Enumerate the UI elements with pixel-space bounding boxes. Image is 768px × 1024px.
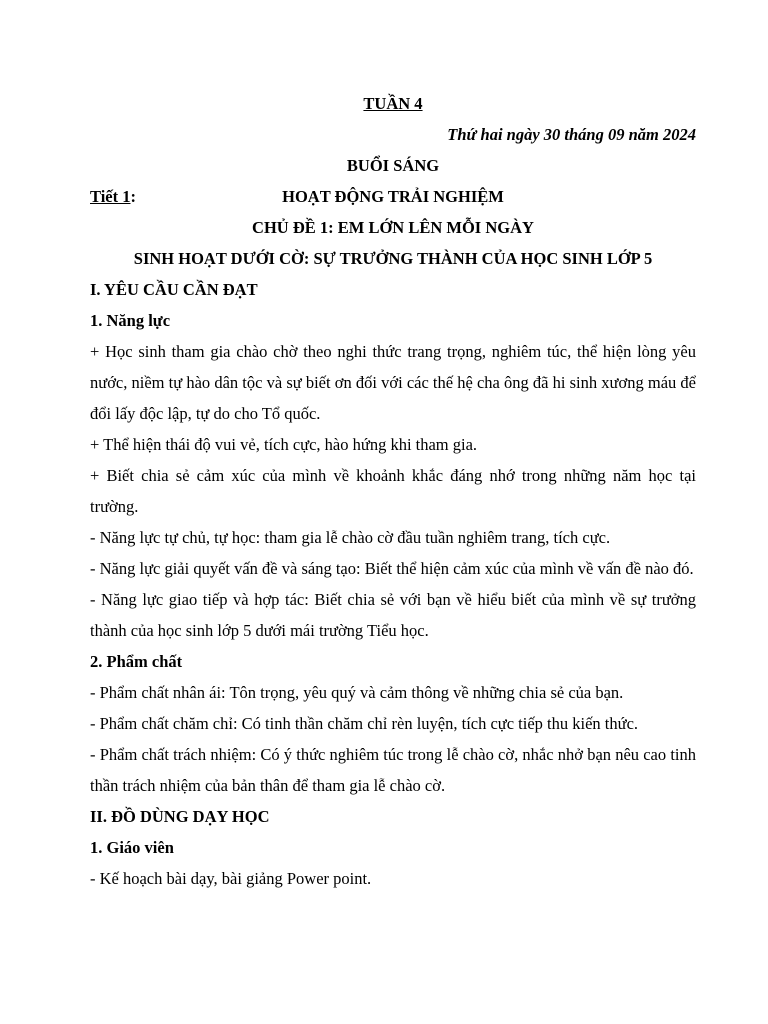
section-1-heading: I. YÊU CẦU CẦN ĐẠT: [90, 280, 258, 299]
period-label: [90, 181, 136, 212]
document-page: [90, 88, 696, 894]
week-heading: [90, 88, 696, 119]
period-label-text: Tiết 1: [90, 187, 131, 206]
subsection-giao-vien-heading: 1. Giáo viên: [90, 838, 174, 857]
list-item: - Kế hoạch bài dạy, bài giảng Power point.: [90, 869, 372, 888]
list-item: - Năng lực giải quyết vấn đề và sáng tạo: Biết thể hiện cảm xúc của mình về vấn đề nào đó.: [90, 559, 694, 578]
list-item: - Phẩm chất trách nhiệm: Có ý thức nghiêm túc trong lễ chào cờ, nhắc nhở bạn nêu cao tinh thần trách nhiệm của bản thân để tham gia lễ chào cờ.: [90, 745, 696, 795]
list-item: - Phẩm chất chăm chỉ: Có tinh thần chăm chỉ rèn luyện, tích cực tiếp thu kiến thức.: [90, 714, 639, 733]
topic-heading: CHỦ ĐỀ 1: EM LỚN LÊN MỖI NGÀY: [252, 218, 534, 237]
list-item: - Phẩm chất nhân ái: Tôn trọng, yêu quý và cảm thông về những chia sẻ của bạn.: [90, 683, 624, 702]
section-2-heading: II. ĐỒ DÙNG DẠY HỌC: [90, 807, 270, 826]
subtopic-heading: SINH HOẠT DƯỚI CỜ: SỰ TRƯỞNG THÀNH CỦA HỌC SINH LỚP 5: [133, 249, 653, 268]
session-heading: BUỔI SÁNG: [346, 156, 440, 175]
list-item: + Thể hiện thái độ vui vẻ, tích cực, hào hứng khi tham gia.: [90, 435, 478, 454]
date-line: Thứ hai ngày 30 tháng 09 năm 2024: [447, 125, 696, 144]
subsection-nang-luc-heading: 1. Năng lực: [90, 311, 171, 330]
list-item: + Biết chia sẻ cảm xúc của mình về khoảnh khắc đáng nhớ trong những năm học tại trường.: [90, 466, 696, 516]
list-item: - Năng lực tự chủ, tự học: tham gia lễ chào cờ đầu tuần nghiêm trang, tích cực.: [90, 528, 611, 547]
week-title: TUẦN 4: [363, 94, 423, 113]
period-colon: :: [130, 187, 136, 206]
subsection-pham-chat-heading: 2. Phẩm chất: [90, 652, 183, 671]
list-item: + Học sinh tham gia chào chờ theo nghi thức trang trọng, nghiêm túc, thể hiện lòng yêu nước, niềm tự hào dân tộc và sự biết ơn đối với các thế hệ cha ông đã hi sinh xương máu để đổi lấy độc lập, tự do cho Tổ quốc.: [90, 342, 696, 423]
list-item: - Năng lực giao tiếp và hợp tác: Biết chia sẻ với bạn về hiểu biết của mình về sự trưởng thành của học sinh lớp 5 dưới mái trường Tiểu học.: [90, 590, 696, 640]
period-row: [90, 181, 696, 212]
activity-title: HOẠT ĐỘNG TRẢI NGHIỆM: [282, 187, 504, 206]
